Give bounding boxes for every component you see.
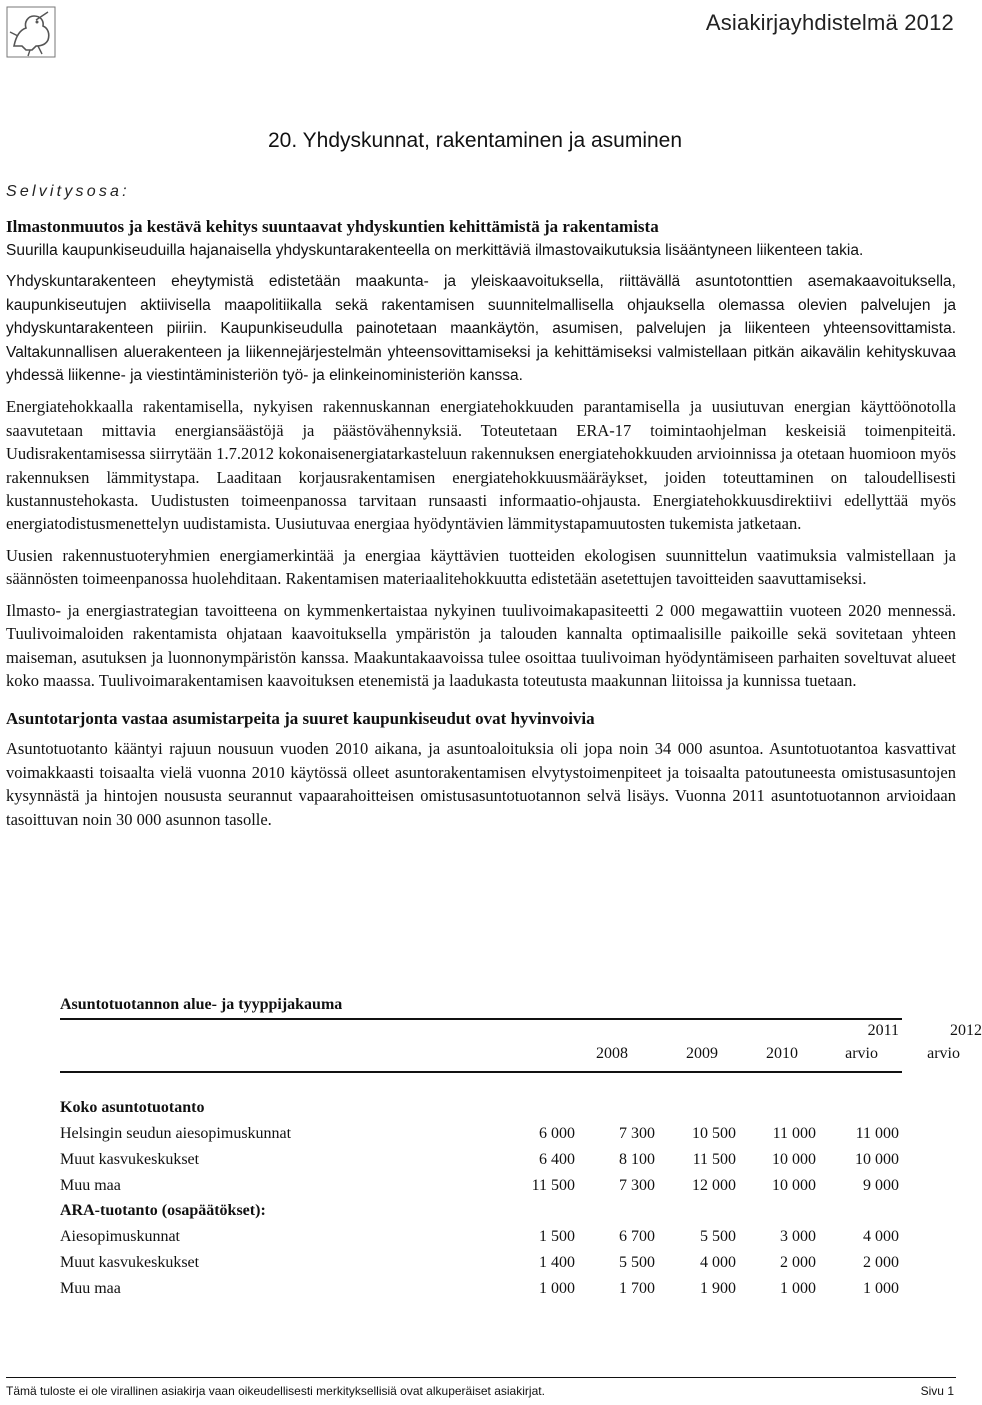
table-cell: 11 500 <box>531 1177 575 1194</box>
lion-crest-icon <box>6 6 56 58</box>
table-cell: 7 300 <box>619 1177 655 1194</box>
page-number: Sivu 1 <box>920 1384 954 1398</box>
table-cell: 1 000 <box>539 1280 575 1297</box>
paragraph-3: Energiatehokkaalla rakentamisella, nykyisen rakennuskannan energiatehokkuuden parantamisella ja uusiutuvan energian käyttöönotolla saavutetaan mittavia energiansäästöjä ja päästövähennyksiä. Toteutetaan ERA-17 toimintaohjelman keskeisiä toimenpiteitä. Uudisrakentamisessa siirrytään 1.7.2012 kokonaisenergiatarkasteluun rakennuksen energiatehokkuuden arvioinnissa ja otetaan huomioon myös rakennuksen lämmitystapa. Laaditaan korjausrakentamisen energiatehokkuusmääräykset, joiden toteuttaminen on taloudellisesti kustannustehokasta. Uudistusten toimeenpanossa tarvitaan runsaasti informaatio-ohjausta. Energiatehokkuusdirektiivi edellyttää myös energiatodistusmenettelyn uudistamista. Uusiutuvaa energiaa hyödyntävien lämmitystapamuutosten tukemista jatketaan. <box>6 397 956 534</box>
table-row <box>60 1254 902 1279</box>
table-row-label: Muut kasvukeskukset <box>60 1151 200 1168</box>
table-header-cell: 2011 <box>867 1022 899 1039</box>
table-group-label: ARA-tuotanto (osapäätökset): <box>60 1202 266 1219</box>
table-header-row-bottom <box>60 1045 960 1070</box>
table-cell: 9 000 <box>863 1177 899 1194</box>
table-header-cell: 2008 <box>596 1045 628 1062</box>
main-content <box>6 214 956 839</box>
footer-disclaimer: Tämä tuloste ei ole virallinen asiakirja vaan oikeudellisesti merkityksellisiä ovat alkuperäiset asiakirjat. <box>6 1384 545 1398</box>
table-cell: 4 000 <box>863 1228 899 1245</box>
section-heading-housing: Asuntotarjonta vastaa asumistarpeita ja suuret kaupunkiseudut ovat hyvinvoivia <box>6 709 595 729</box>
table-top-rule <box>60 1018 902 1020</box>
table-cell: 1 500 <box>539 1228 575 1245</box>
table-row <box>60 1151 902 1176</box>
table-group-heading <box>60 1099 902 1124</box>
table-cell: 5 500 <box>619 1254 655 1271</box>
table-group-label: Koko asuntotuotanto <box>60 1099 205 1116</box>
table-cell: 11 500 <box>692 1151 736 1168</box>
table-header-cell: arvio <box>845 1045 878 1062</box>
table-cell: 10 000 <box>772 1177 816 1194</box>
table-cell: 10 000 <box>855 1151 899 1168</box>
section-heading-climate: Ilmastonmuutos ja kestävä kehitys suuntaavat yhdyskuntien kehittämistä ja rakentamista <box>6 217 659 236</box>
section-label: Selvitysosa: <box>6 183 130 200</box>
table-cell: 1 400 <box>539 1254 575 1271</box>
document-collection-title: Asiakirjayhdistelmä 2012 <box>705 10 954 35</box>
table-cell: 8 100 <box>619 1151 655 1168</box>
table-row <box>60 1280 902 1305</box>
paragraph-4: Uusien rakennustuoteryhmien energiamerkintää ja energiaa käyttävien tuotteiden ekologisen suunnittelun vaatimuksia valmistellaan ja säännösten toimeenpanossa huolehditaan. Rakentamisen materiaalitehokkuutta edistetään asetettujen tavoitteiden saavuttamiseksi. <box>6 545 956 589</box>
table-cell: 6 700 <box>619 1228 655 1245</box>
table-row <box>60 1228 902 1253</box>
table-row-label: Helsingin seudun aiesopimuskunnat <box>60 1125 292 1142</box>
chapter-title: 20. Yhdyskunnat, rakentaminen ja asuminen <box>268 129 683 152</box>
table-header-cell: 2010 <box>766 1045 798 1062</box>
table-row-label: Muu maa <box>60 1177 121 1194</box>
table-row-label: Muut kasvukeskukset <box>60 1254 200 1271</box>
table-title: Asuntotuotannon alue- ja tyyppijakauma <box>60 996 343 1013</box>
table-row-label: Muu maa <box>60 1280 121 1297</box>
table-cell: 2 000 <box>863 1254 899 1271</box>
table-row <box>60 1177 902 1202</box>
paragraph-5: Ilmasto- ja energiastrategian tavoitteena on kymmenkertaistaa nykyinen tuulivoimakapasiteetti 2 000 megawattiin vuoteen 2020 mennessä. Tuulivoimaloiden rakentamista ohjataan kaavoituksella ympäristön ja talouden kannalta optimaalisille paikoille sekä sovitetaan yhteen maiseman, asutuksen ja luonnonympäristön kanssa. Maakuntakaavoissa tulee osoittaa tuulivoiman hyödyntämiseen parhaiten soveltuvat alueet koko maassa. Tuulivoimarakentamisen kaavoituksen etenemistä ja laadukasta toteutusta maakunnan liitoissa ja kunnissa tuetaan. <box>6 600 956 690</box>
table-cell: 6 400 <box>539 1151 575 1168</box>
table-header-row-top <box>60 1022 982 1047</box>
table-header-rule <box>60 1071 902 1073</box>
table-group-heading <box>60 1202 902 1227</box>
table-cell: 4 000 <box>700 1254 736 1271</box>
table-cell: 7 300 <box>619 1125 655 1142</box>
table-cell: 2 000 <box>780 1254 816 1271</box>
table-cell: 10 000 <box>772 1151 816 1168</box>
table-cell: 6 000 <box>539 1125 575 1142</box>
table-cell: 12 000 <box>692 1177 736 1194</box>
paragraph-1: Suurilla kaupunkiseuduilla hajanaisella yhdyskuntarakenteella on merkittäviä ilmastovaikutuksia lisääntyneen liikenteen takia. <box>6 242 864 259</box>
table-header-cell: 2009 <box>686 1045 718 1062</box>
table-cell: 11 000 <box>855 1125 899 1142</box>
table-cell: 5 500 <box>700 1228 736 1245</box>
table-row-label: Aiesopimuskunnat <box>60 1228 180 1245</box>
table-cell: 1 900 <box>700 1280 736 1297</box>
table-cell: 1 700 <box>619 1280 655 1297</box>
table-cell: 11 000 <box>772 1125 816 1142</box>
table-row <box>60 1125 902 1150</box>
table-cell: 10 500 <box>692 1125 736 1142</box>
footer-divider <box>6 1377 956 1378</box>
table-cell: 1 000 <box>780 1280 816 1297</box>
table-cell: 1 000 <box>863 1280 899 1297</box>
table-header-cell: arvio <box>927 1045 960 1062</box>
table-cell: 3 000 <box>780 1228 816 1245</box>
table-header-cell: 2012 <box>950 1022 982 1039</box>
paragraph-2: Yhdyskuntarakenteen eheytymistä edistetään maakunta- ja yleiskaavoituksella, riittävällä asuntotonttien asemakaavoituksella, kaupunkiseutujen aktiivisella maapolitiikalla sekä rakentamisen suunnitelmallisella ohjauksella olemassa olevien palvelujen ja yhdyskuntarakenteen piiriin. Kaupunkiseudulla painotetaan maankäytön, asumisen, palvelujen ja liikenteen yhteensovittamista. Valtakunnallisen aluerakenteen ja liikennejärjestelmän yhteensovittamiseksi ja kehittämiseksi valmistellaan pitkän aikavälin kehityskuvaa yhdessä liikenne- ja viestintäministeriön työ- ja elinkeinoministeriön kanssa. <box>6 273 956 385</box>
paragraph-6: Asuntotuotanto kääntyi rajuun nousuun vuoden 2010 aikana, ja asuntoaloituksia oli jopa noin 34 000 asuntoa. Asuntotuotantoa kasvattivat voimakkaasti toisaalta vielä vuonna 2010 käytössä olleet asuntorakentamisen elvytystoimenpiteet ja toisaalta patoutuneesta omistusasuntojen kysynnästä ja hintojen noususta seurannut vapaarahoitteisen omistusasuntotuotannon selvä lisäys. Vuonna 2011 asuntotuotannon arvioidaan tasoittuvan noin 30 000 asunnon tasolle. <box>6 739 956 829</box>
